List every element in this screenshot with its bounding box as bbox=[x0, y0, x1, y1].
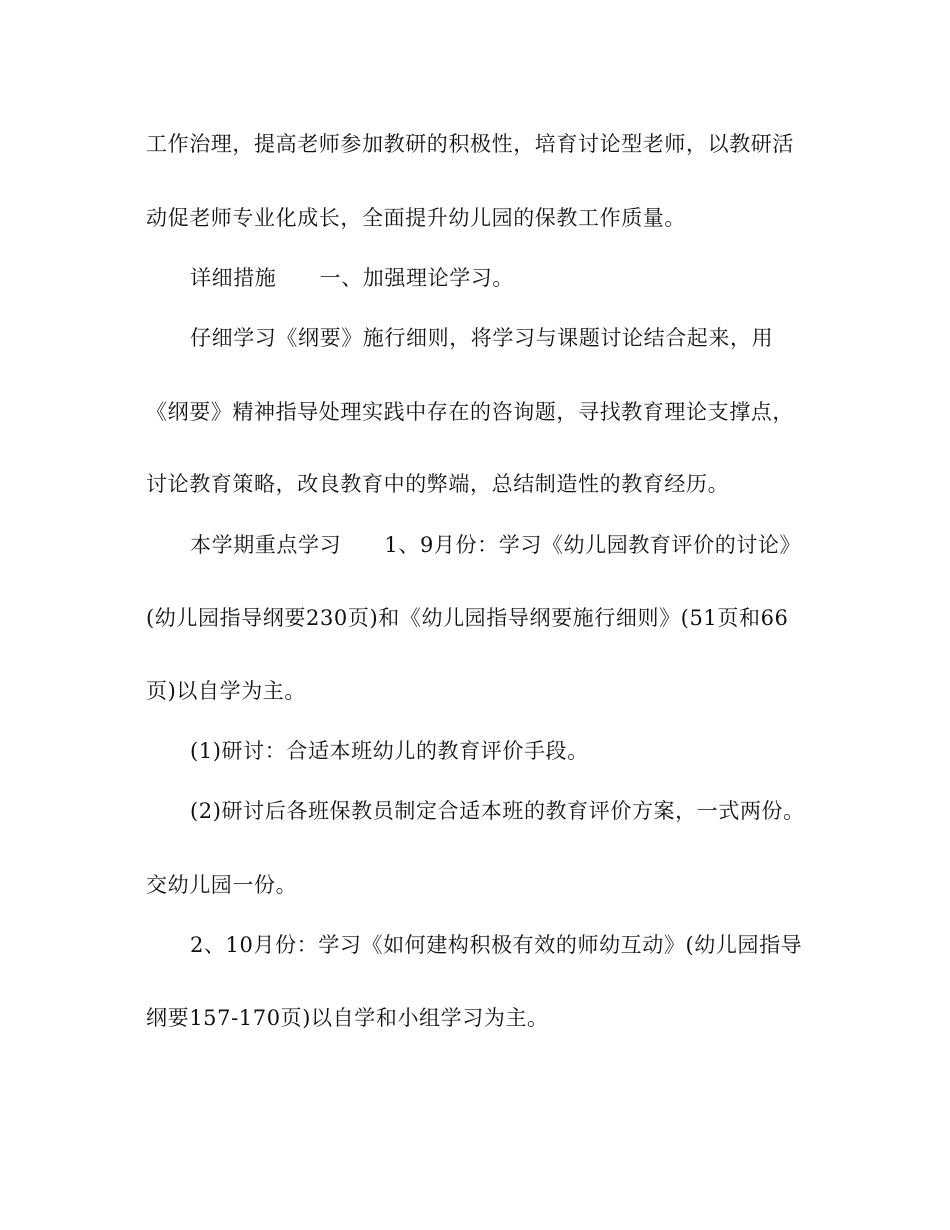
paragraph-line: 交幼儿园一份。 bbox=[146, 873, 298, 897]
paragraph-line: 本学期重点学习 1、9月份：学习《幼儿园教育评价的讨论》 bbox=[190, 533, 802, 557]
paragraph-line: (2)研讨后各班保教员制定合适本班的教育评价方案，一式两份。 bbox=[190, 799, 805, 823]
section-heading: 详细措施 一、加强理论学习。 bbox=[190, 266, 514, 290]
paragraph-line: 讨论教育策略，改良教育中的弊端，总结制造性的教育经历。 bbox=[146, 472, 730, 496]
paragraph-line: 2、10月份：学习《如何建构积极有效的师幼互动》(幼儿园指导 bbox=[190, 933, 803, 957]
paragraph-line: (幼儿园指导纲要230页)和《幼儿园指导纲要施行细则》(51页和66 bbox=[146, 606, 789, 630]
paragraph-line: 动促老师专业化成长，全面提升幼儿园的保教工作质量。 bbox=[146, 206, 686, 230]
paragraph-line: 仔细学习《纲要》施行细则，将学习与课题讨论结合起来，用 bbox=[190, 326, 774, 350]
paragraph-line: 《纲要》精神指导处理实践中存在的咨询题，寻找教育理论支撑点， bbox=[146, 400, 794, 424]
paragraph-line: (1)研讨：合适本班幼儿的教育评价手段。 bbox=[190, 739, 589, 763]
paragraph-line: 工作治理，提高老师参加教研的积极性，培育讨论型老师，以教研活 bbox=[146, 132, 794, 156]
paragraph-line: 纲要157-170页)以自学和小组学习为主。 bbox=[146, 1006, 549, 1030]
paragraph-line: 页)以自学为主。 bbox=[146, 679, 306, 703]
